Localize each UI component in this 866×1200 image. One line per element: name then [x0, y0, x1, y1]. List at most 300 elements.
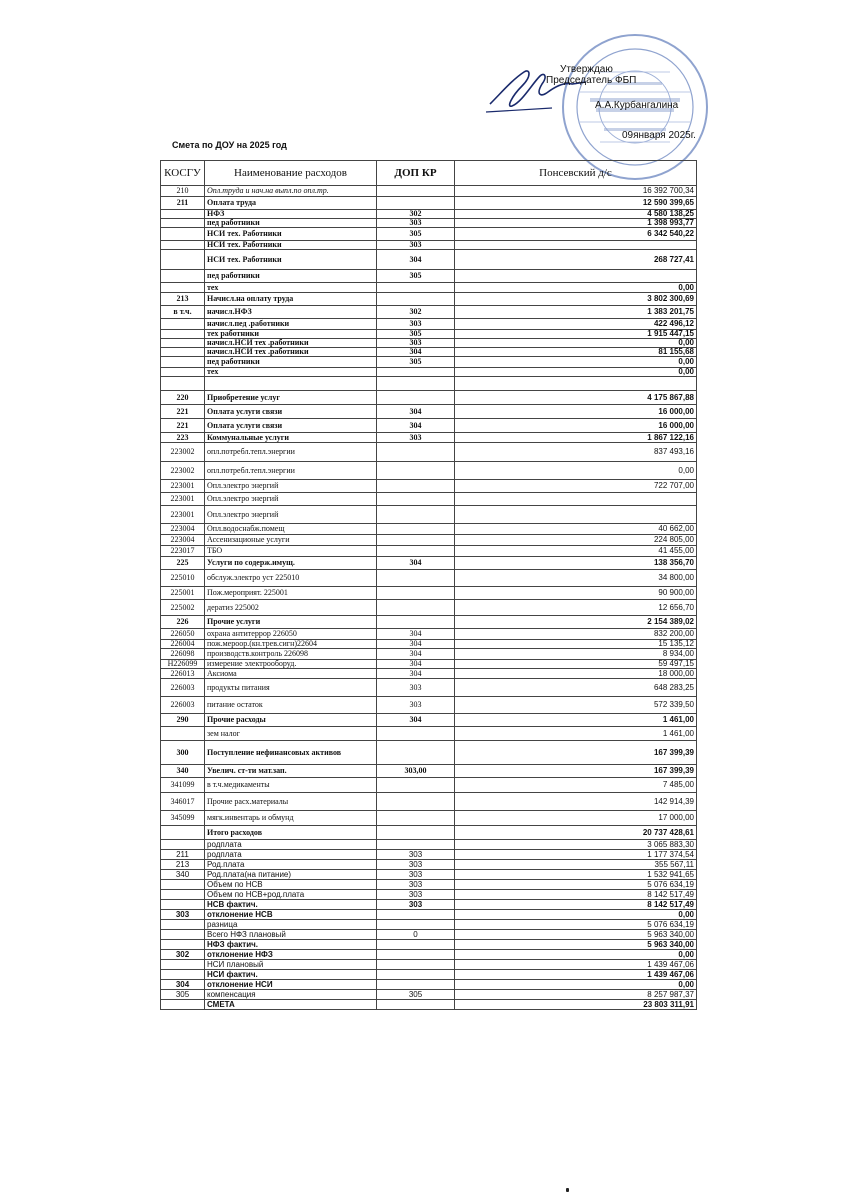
name-cell: начисл.НСИ тех .работники	[205, 339, 377, 348]
dopkr-cell	[377, 462, 455, 480]
dopkr-cell	[377, 570, 455, 587]
table-row	[161, 640, 697, 649]
dopkr-cell: 303	[377, 850, 455, 860]
kosgu-cell: 346017	[161, 793, 205, 811]
name-cell: питание остаток	[205, 697, 377, 714]
table-row	[161, 960, 697, 970]
amount-cell: 17 000,00	[455, 811, 697, 826]
kosgu-cell	[161, 920, 205, 930]
kosgu-cell	[161, 228, 205, 241]
kosgu-cell: 226004	[161, 640, 205, 649]
kosgu-cell	[161, 250, 205, 270]
amount-cell: 16 000,00	[455, 419, 697, 433]
name-cell: опл.потребл.тепл.энергии	[205, 443, 377, 462]
amount-cell: 422 496,12	[455, 319, 697, 330]
dopkr-cell	[377, 1000, 455, 1010]
name-cell: НФЗ фактич.	[205, 940, 377, 950]
table-row	[161, 339, 697, 348]
amount-cell: 167 399,39	[455, 765, 697, 778]
name-cell: Поступление нефинансовых активов	[205, 741, 377, 765]
amount-cell	[455, 241, 697, 250]
amount-cell: 18 000,00	[455, 669, 697, 679]
amount-cell: 0,00	[455, 283, 697, 293]
name-cell: компенсация	[205, 990, 377, 1000]
amount-cell: 1 461,00	[455, 727, 697, 741]
table-row	[161, 419, 697, 433]
name-cell: начисл.пед .работники	[205, 319, 377, 330]
column-header-dopkr: ДОП КР	[377, 161, 455, 186]
table-row	[161, 228, 697, 241]
kosgu-cell: 221	[161, 405, 205, 419]
kosgu-cell: 213	[161, 293, 205, 306]
table-row	[161, 283, 697, 293]
kosgu-cell: 225010	[161, 570, 205, 587]
kosgu-cell: 345099	[161, 811, 205, 826]
dopkr-cell: 302	[377, 306, 455, 319]
table-row	[161, 811, 697, 826]
name-cell: измерение электрооборуд.	[205, 660, 377, 669]
amount-cell: 0,00	[455, 910, 697, 920]
table-body	[161, 186, 697, 840]
table-row	[161, 860, 697, 870]
name-cell: Ассенизационые услуги	[205, 535, 377, 546]
table-row	[161, 714, 697, 727]
document-title: Смета по ДОУ на 2025 год	[172, 140, 287, 150]
amount-cell: 59 497,15	[455, 660, 697, 669]
budget-table	[160, 160, 697, 1010]
dopkr-cell	[377, 293, 455, 306]
dopkr-cell	[377, 980, 455, 990]
name-cell: тех	[205, 283, 377, 293]
dopkr-cell	[377, 391, 455, 405]
dopkr-cell	[377, 811, 455, 826]
name-cell: НСИ фактич.	[205, 970, 377, 980]
approve-date: 09января 2025г.	[622, 130, 696, 141]
summary-body	[161, 840, 697, 1010]
amount-cell: 8 142 517,49	[455, 890, 697, 900]
kosgu-cell: 302	[161, 950, 205, 960]
amount-cell: 832 200,00	[455, 629, 697, 640]
kosgu-cell	[161, 960, 205, 970]
amount-cell	[455, 493, 697, 506]
dopkr-cell: 304	[377, 557, 455, 570]
table-row	[161, 697, 697, 714]
name-cell: НСИ плановый	[205, 960, 377, 970]
amount-cell: 648 283,25	[455, 679, 697, 697]
kosgu-cell: 223001	[161, 480, 205, 493]
dopkr-cell	[377, 443, 455, 462]
amount-cell: 1 439 467,06	[455, 960, 697, 970]
dopkr-cell	[377, 186, 455, 197]
amount-cell: 3 065 883,30	[455, 840, 697, 850]
dopkr-cell: 303	[377, 900, 455, 910]
kosgu-cell: 221	[161, 419, 205, 433]
table-row	[161, 900, 697, 910]
table-row	[161, 679, 697, 697]
kosgu-cell: 225	[161, 557, 205, 570]
dopkr-cell	[377, 727, 455, 741]
amount-cell: 81 155,68	[455, 348, 697, 357]
name-cell: зем налог	[205, 727, 377, 741]
dopkr-cell: 304	[377, 649, 455, 660]
table-row	[161, 535, 697, 546]
table-row	[161, 793, 697, 811]
name-cell: Всего НФЗ плановый	[205, 930, 377, 940]
table-row	[161, 600, 697, 616]
name-cell: родплата	[205, 850, 377, 860]
dopkr-cell	[377, 546, 455, 557]
name-cell: Оплата услуги связи	[205, 419, 377, 433]
name-cell: пед работники	[205, 357, 377, 368]
name-cell: Коммунальные услуги	[205, 433, 377, 443]
kosgu-cell: 223001	[161, 493, 205, 506]
name-cell	[205, 377, 377, 391]
column-header-name: Наименование расходов	[205, 161, 377, 186]
amount-cell: 7 485,00	[455, 778, 697, 793]
dopkr-cell	[377, 587, 455, 600]
amount-cell: 6 342 540,22	[455, 228, 697, 241]
table-row	[161, 880, 697, 890]
dopkr-cell	[377, 524, 455, 535]
table-row	[161, 433, 697, 443]
amount-cell: 167 399,39	[455, 741, 697, 765]
kosgu-cell: 290	[161, 714, 205, 727]
table-row	[161, 920, 697, 930]
kosgu-cell	[161, 377, 205, 391]
table-row	[161, 850, 697, 860]
name-cell: Прочие услуги	[205, 616, 377, 629]
table-header-row	[161, 161, 697, 186]
kosgu-cell: 226013	[161, 669, 205, 679]
table-row	[161, 546, 697, 557]
dopkr-cell	[377, 535, 455, 546]
table-row	[161, 629, 697, 640]
kosgu-cell: в т.ч.	[161, 306, 205, 319]
amount-cell: 1 439 467,06	[455, 970, 697, 980]
kosgu-cell: 304	[161, 980, 205, 990]
kosgu-cell: 220	[161, 391, 205, 405]
dopkr-cell	[377, 368, 455, 377]
table-row	[161, 765, 697, 778]
dopkr-cell: 303,00	[377, 765, 455, 778]
name-cell: Объем по НСВ	[205, 880, 377, 890]
dopkr-cell: 304	[377, 629, 455, 640]
kosgu-cell	[161, 283, 205, 293]
amount-cell: 572 339,50	[455, 697, 697, 714]
kosgu-cell: 303	[161, 910, 205, 920]
kosgu-cell: Н226099	[161, 660, 205, 669]
name-cell: Приобретение услуг	[205, 391, 377, 405]
dopkr-cell	[377, 616, 455, 629]
table-row	[161, 940, 697, 950]
name-cell: тех работники	[205, 330, 377, 339]
name-cell: Увелич. ст-ти мат.зап.	[205, 765, 377, 778]
amount-cell: 268 727,41	[455, 250, 697, 270]
name-cell: отклонение НФЗ	[205, 950, 377, 960]
dopkr-cell: 305	[377, 330, 455, 339]
dopkr-cell: 304	[377, 660, 455, 669]
amount-cell	[455, 377, 697, 391]
table-row	[161, 990, 697, 1000]
approve-position: Председатель ФБП	[546, 75, 637, 86]
amount-cell: 41 455,00	[455, 546, 697, 557]
kosgu-cell: 223004	[161, 524, 205, 535]
name-cell: Род.плата(на питание)	[205, 870, 377, 880]
kosgu-cell	[161, 890, 205, 900]
dopkr-cell: 304	[377, 419, 455, 433]
dopkr-cell	[377, 600, 455, 616]
table-row	[161, 669, 697, 679]
kosgu-cell	[161, 900, 205, 910]
table-row	[161, 950, 697, 960]
dopkr-cell: 305	[377, 228, 455, 241]
amount-cell: 23 803 311,91	[455, 1000, 697, 1010]
kosgu-cell	[161, 348, 205, 357]
kosgu-cell	[161, 319, 205, 330]
amount-cell: 16 392 700,34	[455, 186, 697, 197]
table-row	[161, 186, 697, 197]
dopkr-cell	[377, 970, 455, 980]
name-cell: дератиз 225002	[205, 600, 377, 616]
dopkr-cell: 305	[377, 990, 455, 1000]
dopkr-cell: 305	[377, 357, 455, 368]
dopkr-cell: 304	[377, 250, 455, 270]
dopkr-cell	[377, 741, 455, 765]
dopkr-cell	[377, 493, 455, 506]
kosgu-cell: 300	[161, 741, 205, 765]
dopkr-cell: 0	[377, 930, 455, 940]
table-row	[161, 506, 697, 524]
kosgu-cell	[161, 330, 205, 339]
amount-cell: 1 383 201,75	[455, 306, 697, 319]
approve-name: А.А.Курбангалина	[595, 100, 679, 111]
kosgu-cell: 340	[161, 870, 205, 880]
dopkr-cell: 303	[377, 433, 455, 443]
kosgu-cell: 225001	[161, 587, 205, 600]
name-cell: Прочие расх.материалы	[205, 793, 377, 811]
amount-cell: 355 567,11	[455, 860, 697, 870]
kosgu-cell	[161, 840, 205, 850]
kosgu-cell	[161, 970, 205, 980]
dopkr-cell: 305	[377, 270, 455, 283]
dopkr-cell: 303	[377, 880, 455, 890]
name-cell: пед работники	[205, 219, 377, 228]
dopkr-cell	[377, 840, 455, 850]
name-cell: тех	[205, 368, 377, 377]
amount-cell: 15 135,12	[455, 640, 697, 649]
table-row	[161, 980, 697, 990]
kosgu-cell: 211	[161, 197, 205, 210]
table-row	[161, 250, 697, 270]
amount-cell: 5 076 634,19	[455, 880, 697, 890]
kosgu-cell	[161, 880, 205, 890]
table-row	[161, 319, 697, 330]
table-row	[161, 649, 697, 660]
dopkr-cell: 303	[377, 319, 455, 330]
kosgu-cell: 223004	[161, 535, 205, 546]
amount-cell: 0,00	[455, 950, 697, 960]
name-cell: родплата	[205, 840, 377, 850]
kosgu-cell: 226003	[161, 679, 205, 697]
amount-cell: 1 398 993,77	[455, 219, 697, 228]
dopkr-cell: 303	[377, 697, 455, 714]
name-cell: обслуж.электро уст 225010	[205, 570, 377, 587]
table-row	[161, 197, 697, 210]
name-cell: разница	[205, 920, 377, 930]
name-cell: Опл.водоснабж.помещ	[205, 524, 377, 535]
table-row	[161, 348, 697, 357]
amount-cell	[455, 506, 697, 524]
name-cell: Оплата труда	[205, 197, 377, 210]
table-row	[161, 890, 697, 900]
kosgu-cell	[161, 241, 205, 250]
kosgu-cell	[161, 727, 205, 741]
kosgu-cell: 223017	[161, 546, 205, 557]
kosgu-cell: 223002	[161, 443, 205, 462]
table-row	[161, 616, 697, 629]
dopkr-cell: 304	[377, 405, 455, 419]
table-row	[161, 1000, 697, 1010]
dopkr-cell: 303	[377, 860, 455, 870]
dopkr-cell	[377, 920, 455, 930]
name-cell: Итого расходов	[205, 826, 377, 840]
kosgu-cell	[161, 270, 205, 283]
amount-cell: 0,00	[455, 980, 697, 990]
kosgu-cell: 223002	[161, 462, 205, 480]
name-cell: НСИ тех. Работники	[205, 250, 377, 270]
amount-cell: 1 867 122,16	[455, 433, 697, 443]
dopkr-cell	[377, 283, 455, 293]
amount-cell: 8 934,00	[455, 649, 697, 660]
kosgu-cell	[161, 219, 205, 228]
amount-cell: 722 707,00	[455, 480, 697, 493]
name-cell: пед работники	[205, 270, 377, 283]
dopkr-cell: 303	[377, 890, 455, 900]
table-row	[161, 727, 697, 741]
table-row	[161, 377, 697, 391]
name-cell: Аксиома	[205, 669, 377, 679]
dopkr-cell	[377, 826, 455, 840]
amount-cell	[455, 270, 697, 283]
amount-cell: 20 737 428,61	[455, 826, 697, 840]
dopkr-cell: 304	[377, 669, 455, 679]
amount-cell: 8 257 987,37	[455, 990, 697, 1000]
dopkr-cell: 304	[377, 348, 455, 357]
table-row	[161, 219, 697, 228]
dopkr-cell: 303	[377, 241, 455, 250]
amount-cell: 12 656,70	[455, 600, 697, 616]
kosgu-cell: 223001	[161, 506, 205, 524]
amount-cell: 34 800,00	[455, 570, 697, 587]
amount-cell: 4 580 138,25	[455, 210, 697, 219]
amount-cell: 0,00	[455, 357, 697, 368]
table-row	[161, 587, 697, 600]
name-cell: НСИ тех. Работники	[205, 228, 377, 241]
table-row	[161, 493, 697, 506]
kosgu-cell	[161, 930, 205, 940]
kosgu-cell	[161, 339, 205, 348]
kosgu-cell: 213	[161, 860, 205, 870]
amount-cell: 16 000,00	[455, 405, 697, 419]
table-row	[161, 241, 697, 250]
approve-label: Утверждаю	[560, 64, 613, 75]
name-cell: отклонение НСВ	[205, 910, 377, 920]
kosgu-cell: 211	[161, 850, 205, 860]
name-cell: Род.плата	[205, 860, 377, 870]
dopkr-cell: 303	[377, 339, 455, 348]
name-cell: СМЕТА	[205, 1000, 377, 1010]
dopkr-cell	[377, 793, 455, 811]
dopkr-cell: 304	[377, 640, 455, 649]
amount-cell: 837 493,16	[455, 443, 697, 462]
table-row	[161, 405, 697, 419]
table-row	[161, 293, 697, 306]
dopkr-cell	[377, 377, 455, 391]
name-cell: производств.контроль 226098	[205, 649, 377, 660]
dopkr-cell: 304	[377, 714, 455, 727]
kosgu-cell	[161, 1000, 205, 1010]
name-cell: Опл.электро энергий	[205, 480, 377, 493]
table-row	[161, 741, 697, 765]
amount-cell: 1 177 374,54	[455, 850, 697, 860]
table-row	[161, 357, 697, 368]
table-row	[161, 570, 697, 587]
name-cell: опл.потребл.тепл.энергии	[205, 462, 377, 480]
table-row	[161, 443, 697, 462]
dopkr-cell	[377, 950, 455, 960]
amount-cell: 5 963 340,00	[455, 940, 697, 950]
name-cell: начисл.НСИ тех .работники	[205, 348, 377, 357]
table-row	[161, 391, 697, 405]
name-cell: Опл.электро энергий	[205, 506, 377, 524]
kosgu-cell: 341099	[161, 778, 205, 793]
name-cell: начисл.НФЗ	[205, 306, 377, 319]
table-row	[161, 210, 697, 219]
amount-cell: 224 805,00	[455, 535, 697, 546]
dopkr-cell: 303	[377, 870, 455, 880]
name-cell: охрана антитеррор 226050	[205, 629, 377, 640]
amount-cell: 1 532 941,65	[455, 870, 697, 880]
dopkr-cell	[377, 960, 455, 970]
amount-cell: 2 154 389,02	[455, 616, 697, 629]
name-cell: Начисл.на оплату труда	[205, 293, 377, 306]
amount-cell: 40 662,00	[455, 524, 697, 535]
approval-block	[546, 64, 696, 141]
dopkr-cell	[377, 506, 455, 524]
dopkr-cell	[377, 778, 455, 793]
dopkr-cell: 303	[377, 679, 455, 697]
dopkr-cell	[377, 940, 455, 950]
kosgu-cell: 226050	[161, 629, 205, 640]
table-row	[161, 480, 697, 493]
table-row	[161, 826, 697, 840]
table-row	[161, 870, 697, 880]
name-cell: Пож.мероприят. 225001	[205, 587, 377, 600]
kosgu-cell	[161, 357, 205, 368]
amount-cell: 12 590 399,65	[455, 197, 697, 210]
name-cell: мягк.инвентарь и обмунд	[205, 811, 377, 826]
amount-cell: 142 914,39	[455, 793, 697, 811]
amount-cell: 5 963 340,00	[455, 930, 697, 940]
name-cell: отклонение НСИ	[205, 980, 377, 990]
table-row	[161, 930, 697, 940]
table-row	[161, 778, 697, 793]
dopkr-cell: 303	[377, 219, 455, 228]
kosgu-cell	[161, 368, 205, 377]
kosgu-cell	[161, 210, 205, 219]
name-cell: Опл.электро энергий	[205, 493, 377, 506]
table-row	[161, 910, 697, 920]
